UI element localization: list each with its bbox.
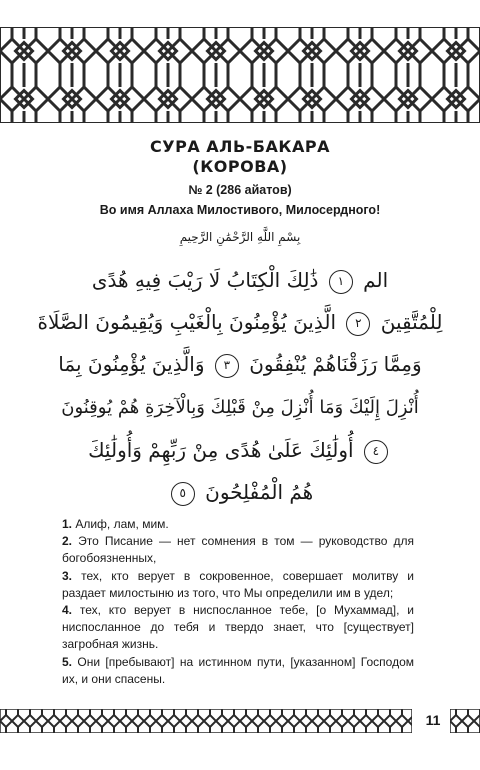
arabic-line-3 — [0, 350, 480, 378]
ayah-marker-icon: ٤ — [364, 440, 388, 464]
surah-number-info: № 2 (286 айатов) — [188, 183, 292, 197]
arabic-line-1 — [0, 266, 480, 294]
arabic-text: لِلْمُتَّقِينَ — [380, 310, 443, 334]
translation-verse — [62, 568, 414, 602]
arabic-line-6 — [0, 478, 480, 506]
arabic-line-5 — [0, 436, 480, 464]
verse-text: тех, кто верует в сокровенное, совершает молитву и раздает милостыню из того, что Мы определили им в удел; — [62, 568, 414, 600]
arabic-text: الم — [363, 268, 389, 292]
basmala-translation: Во имя Аллаха Милостивого, Милосердного! — [99, 203, 381, 217]
arabic-text: الَّذِينَ يُؤْمِنُونَ بِالْغَيْبِ وَيُقِيمُونَ الصَّلَاةَ — [37, 310, 337, 334]
arabic-basmala: بِسْمِ اللَّهِ الرَّحْمَٰنِ الرَّحِيمِ — [179, 230, 301, 244]
translation-verse — [62, 533, 414, 567]
arabic-text: أُنْزِلَ إِلَيْكَ وَمَا أُنْزِلَ مِنْ قَبْلِكَ وَبِالْآخِرَةِ هُمْ يُوقِنُونَ — [61, 397, 419, 418]
ayah-marker-icon: ٢ — [346, 312, 370, 336]
verse-text: Они [пребывают] на истинном пути, [указанном] Господом их, и они спасены. — [62, 654, 414, 686]
arabic-text: هُمُ الْمُفْلِحُونَ — [205, 480, 314, 504]
verse-text: тех, кто верует в ниспосланное тебе, [о Мухаммад], и ниспосланное до тебя и твердо знает, что [существует] загробная жизнь. — [62, 603, 414, 652]
translation-verse — [62, 654, 414, 688]
verse-text: Алиф, лам, мим. — [72, 517, 169, 531]
surah-heading — [0, 137, 480, 217]
footer-ornament-right — [450, 709, 480, 733]
translation-block — [62, 516, 414, 688]
translation-verse — [62, 602, 414, 654]
arabic-line-2 — [0, 308, 480, 336]
arabic-text: أُولَٰئِكَ عَلَىٰ هُدًى مِنْ رَبِّهِمْ وَأُولَٰئِكَ — [88, 438, 354, 462]
arabic-text: وَمِمَّا رَزَقْنَاهُمْ يُنْفِقُونَ — [249, 352, 422, 376]
verse-number: 3. — [62, 568, 73, 583]
verse-number: 2. — [62, 534, 73, 549]
verse-number: 5. — [62, 654, 73, 669]
header-ornament — [0, 27, 480, 123]
verse-number: 1. — [62, 517, 73, 531]
arabic-text: ذَٰلِكَ الْكِتَابُ لَا رَيْبَ فِيهِ هُدًى — [91, 268, 319, 292]
footer-ornament — [0, 709, 412, 733]
ayah-marker-icon: ١ — [329, 270, 353, 294]
surah-title: СУРА АЛЬ-БАКАРА — [150, 137, 330, 156]
ayah-marker-icon: ٥ — [171, 482, 195, 506]
page-number: 11 — [425, 712, 441, 728]
arabic-text: وَالَّذِينَ يُؤْمِنُونَ بِمَا — [58, 352, 205, 376]
verse-text: Это Писание — нет сомнения в том — руководство для богобоязненных, — [62, 534, 414, 566]
arabic-line-4 — [0, 394, 480, 422]
translation-verse — [62, 516, 414, 533]
verse-number: 4. — [62, 603, 73, 618]
ayah-marker-icon: ٣ — [215, 354, 239, 378]
surah-subtitle: (КОРОВА) — [192, 157, 288, 176]
